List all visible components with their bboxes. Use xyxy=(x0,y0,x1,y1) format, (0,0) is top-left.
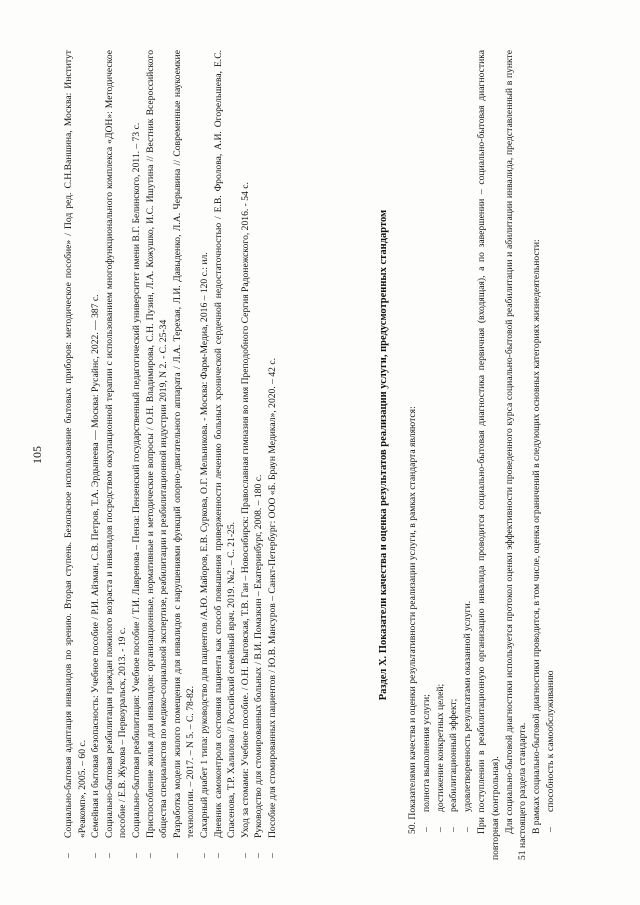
list-item xyxy=(420,50,434,860)
reference-item xyxy=(62,50,89,860)
list-item xyxy=(447,50,461,860)
dash-marker: – xyxy=(448,827,460,832)
reference-text: Уход за стомами: Учебное пособие. / О.Н. Выговская, Т.В. Ган – Новосибирск: Православная гимназия во имя Преподобного Сергия Радонежского, 2016. - 54 с. xyxy=(239,182,251,838)
dash-marker: – xyxy=(130,853,142,858)
reference-item xyxy=(266,50,280,860)
list-item xyxy=(461,50,475,860)
reference-text: Руководство для стомированных больных / В.И. Помазкин – Екатеринбург, 2008. – 180 с. xyxy=(253,474,265,838)
reference-list xyxy=(62,50,280,860)
reference-text: Семейная и бытовая безопасность: Учебное пособие / Р.И. Айзман, С.В. Петров, Т.А. Эрдынеева — Москва: Русайнс, 2022. — 387 с. xyxy=(90,294,102,838)
dash-marker: – xyxy=(434,827,446,832)
dash-marker: – xyxy=(171,853,183,858)
reference-text: Сахарный диабет 1 типа: руководство для пациентов /А.Ю. Майоров, Е.В. Суркова, О.Г. Мельникова. - Москва: Фарм-Медиа, 2016 – 120 с.: ил. xyxy=(198,252,210,838)
dash-marker: – xyxy=(103,853,115,858)
list-item-text: достижение конкретных целей; xyxy=(434,683,446,812)
dash-marker: – xyxy=(462,827,474,832)
reference-item xyxy=(212,50,239,860)
reference-item xyxy=(239,50,253,860)
reference-item xyxy=(103,50,130,860)
reference-text: Разработка модели жилого помещения для инвалидов с нарушениями функций опорно-двигательного аппарата / Л.А. Терехая, Л.И. Давыденко, Л.А. Черывина // Современные наукоемкие технологии. – 2017. – N 5. – С. 78-82. xyxy=(171,50,197,838)
reference-text: Приспособление жилья для инвалидов: организационные, нормативные и методические вопросы / О.Н. Владимирова, С.Н. Пузин, Л.А. Кожушко, И.С. Ишутина // Вестник Всероссийского общества специалистов по медико-социальной экспертизе, реабилитации и реабилитационной индустрии 2019, N 2. - С. 25-34 xyxy=(144,50,170,838)
reference-text: Социально-бытовая реабилитация: Учебное пособие / Т.И. Лавренова – Пенза: Пензенский государственный педагогический университет имени В.Г. Белинского, 2011. – 73 с. xyxy=(130,122,142,838)
paragraph-diagnostics: При поступлении в реабилитационную организацию инвалида проводится социально-бытовая диагностика первичная (входящая), а по завершении – социально-бытовая диагностика повторная (контрольная). xyxy=(475,50,501,860)
list-item xyxy=(544,50,558,860)
dash-marker: – xyxy=(63,853,74,858)
section-body xyxy=(406,50,558,860)
reference-item xyxy=(130,50,144,860)
dash-marker: – xyxy=(90,853,102,858)
list-item-text: удовлетворенность результатами оказанной услуги. xyxy=(462,600,474,812)
list-item xyxy=(434,50,448,860)
reference-text: Социально-бытовая реабилитация граждан пожилого возраста и инвалидов посредством оккупационной терапии с использованием многофункционального комплекса «ДОН»: Методическое пособие / Е.В. Жукова – Первоуральск, 2013. - 19 с. xyxy=(103,50,129,838)
list-item-text: реабилитационный эффект; xyxy=(448,698,460,812)
dash-marker: – xyxy=(239,853,251,858)
reference-item xyxy=(252,50,266,860)
dash-marker: – xyxy=(420,827,432,832)
section-intro: 50. Показателями качества и оценки результативности реализации услуги, в рамках стандарта являются: xyxy=(407,406,418,834)
dash-marker: – xyxy=(253,853,265,858)
page-number: 105 xyxy=(30,446,44,464)
dash-marker: – xyxy=(212,853,224,858)
reference-item xyxy=(198,50,212,860)
dash-marker: – xyxy=(544,827,556,832)
reference-text: Дневник самоконтроля состояния пациента как способ повышения приверженности лечению больных хронической сердечной недостаточностью / Е.В. Фролова, А.И. Огорельшева, Е.С. Спасенова, Т.Р. Халилова // Российский семейный врач. 2019. №2. – С. 21-25. xyxy=(212,50,238,838)
paragraph-categories: В рамках социально-бытовой диагностики проводится, в том числе, оценка ограничений в следующих основных категориях жизнедеятельности: xyxy=(531,239,543,834)
reference-item xyxy=(171,50,198,860)
reference-text: Социально-бытовая адаптация инвалидов по зрению. Вторая ступень. Безопасное использование бытовых приборов: методическое пособие» / Под ред. С.Н.Ваншина, Москва: Институт «Реакомп», 2005. – 60 с. xyxy=(63,50,88,838)
paragraph-protocol: Для социально-бытовой диагностики используется протокол оценки эффективности проведенного курса социально-бытовой реабилитации и абилитации инвалида, представленный в пункте 51 настоящего раздела стандарта. xyxy=(503,50,529,860)
dash-marker: – xyxy=(144,853,156,858)
dash-marker: – xyxy=(266,853,278,858)
section-title: Раздел X. Показатели качества и оценка результатов реализации услуги, предусмотренных стандартом xyxy=(378,209,389,701)
reference-item xyxy=(89,50,103,860)
reference-text: Пособие для стомированных пациентов / Ю.В. Мансуров – Санкт-Петербург: ООО «Б. Браун Медикал», 2020. – 42 с. xyxy=(266,358,278,838)
dash-marker: – xyxy=(198,853,210,858)
reference-item xyxy=(144,50,171,860)
list-item-text: способность к самообслуживанию xyxy=(544,670,556,812)
list-item-text: полнота выполнения услуги; xyxy=(420,694,432,812)
